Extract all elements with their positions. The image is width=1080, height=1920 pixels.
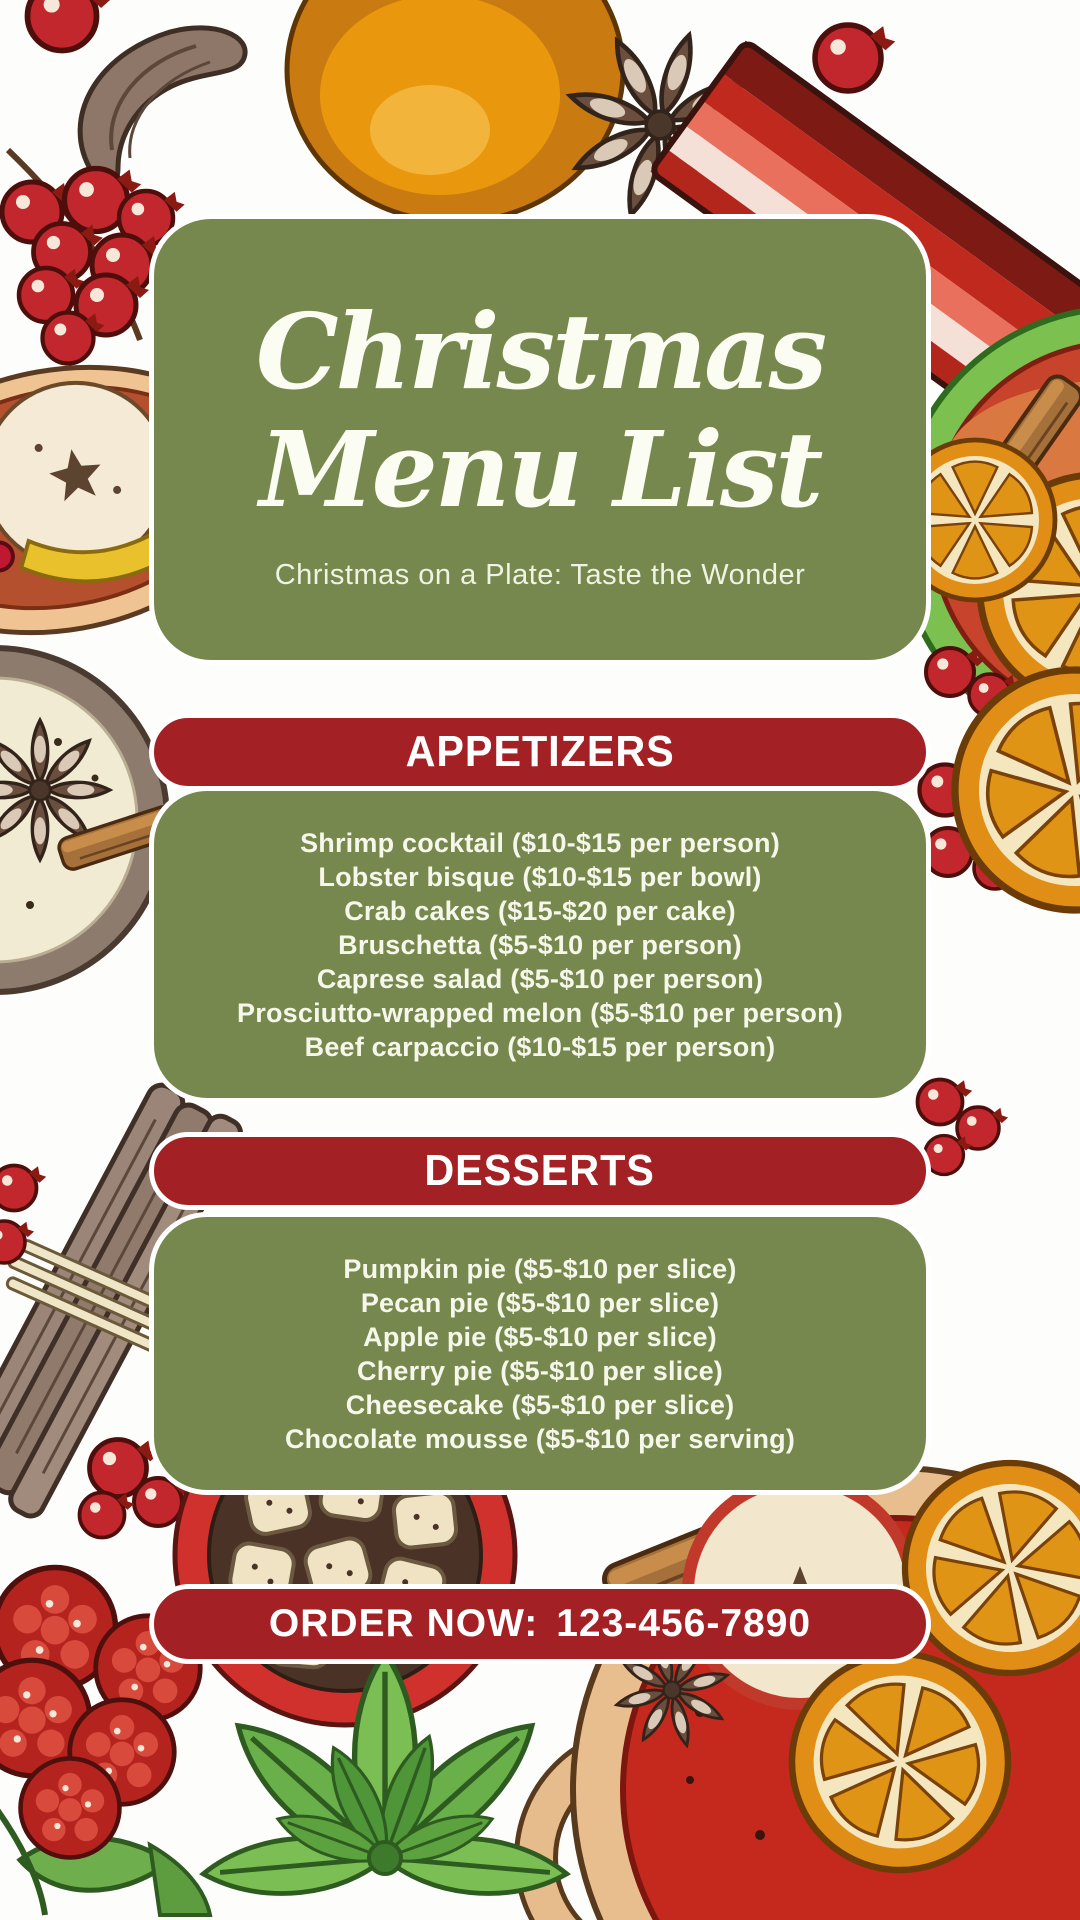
title-line-1: Christmas [255, 290, 825, 413]
mace-crescent-illustration [80, 28, 245, 185]
menu-item: Beef carpaccio ($10-$15 per person) [304, 1031, 776, 1062]
tangerine-illustration [287, 0, 623, 222]
desserts-list-card [149, 1212, 931, 1495]
red-berry-illustration [815, 25, 895, 91]
appetizers-header-bar [149, 713, 931, 791]
menu-item: Prosciutto-wrapped melon ($5-$10 per person) [237, 997, 843, 1028]
menu-item: Cheesecake ($5-$10 per slice) [345, 1389, 735, 1420]
menu-item: Pumpkin pie ($5-$10 per slice) [343, 1253, 737, 1284]
mulled-wine-pan-illustration [536, 1439, 1080, 1920]
desserts-header-label: DESSERTS [424, 1146, 656, 1195]
menu-item: Pecan pie ($5-$10 per slice) [360, 1287, 720, 1318]
berry-cluster-illustration [918, 1080, 1009, 1175]
title-card [149, 214, 931, 665]
order-now-label: ORDER NOW: [268, 1602, 539, 1645]
appetizers-list-card [149, 786, 931, 1103]
red-berry-illustration [28, 0, 112, 51]
desserts-header-bar [149, 1132, 931, 1210]
menu-item: Chocolate mousse ($5-$10 per serving) [284, 1423, 796, 1454]
order-now-bar[interactable] [149, 1584, 931, 1664]
appetizers-header-label: APPETIZERS [405, 727, 675, 776]
menu-item: Crab cakes ($15-$20 per cake) [344, 895, 736, 926]
menu-item: Cherry pie ($5-$10 per slice) [357, 1355, 723, 1386]
menu-item: Lobster bisque ($10-$15 per bowl) [318, 861, 762, 892]
menu-item: Shrimp cocktail ($10-$15 per person) [300, 827, 780, 858]
tagline: Christmas on a Plate: Taste the Wonder [274, 559, 806, 591]
menu-item: Caprese salad ($5-$10 per person) [316, 963, 764, 994]
title-line-2: Menu List [259, 408, 821, 531]
menu-item: Apple pie ($5-$10 per slice) [363, 1321, 717, 1352]
menu-item: Bruschetta ($5-$10 per person) [338, 929, 742, 960]
phone-number[interactable]: 123-456-7890 [556, 1602, 812, 1645]
